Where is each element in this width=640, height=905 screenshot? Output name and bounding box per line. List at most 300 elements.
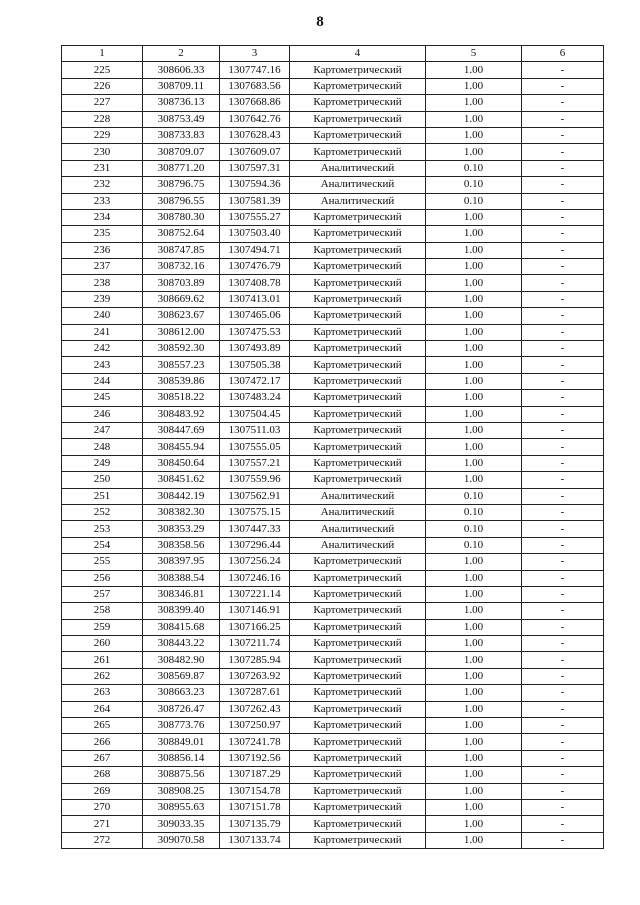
- table-row: [62, 619, 604, 635]
- point-number-cell: 269: [62, 783, 143, 799]
- y-coordinate-cell: 1307192.56: [220, 750, 290, 766]
- accuracy-cell: 1.00: [426, 242, 522, 258]
- table-row: [62, 439, 604, 455]
- note-cell: -: [522, 750, 604, 766]
- y-coordinate-cell: 1307465.06: [220, 308, 290, 324]
- note-cell: -: [522, 799, 604, 815]
- column-header: 2: [143, 46, 220, 62]
- note-cell: -: [522, 390, 604, 406]
- table-row: [62, 78, 604, 94]
- method-cell: Картометрический: [290, 78, 426, 94]
- accuracy-cell: 0.10: [426, 177, 522, 193]
- point-number-cell: 271: [62, 816, 143, 832]
- note-cell: -: [522, 144, 604, 160]
- accuracy-cell: 1.00: [426, 259, 522, 275]
- note-cell: -: [522, 718, 604, 734]
- table-row: [62, 570, 604, 586]
- table-row: [62, 537, 604, 553]
- point-number-cell: 256: [62, 570, 143, 586]
- point-number-cell: 252: [62, 504, 143, 520]
- method-cell: Картометрический: [290, 127, 426, 143]
- accuracy-cell: 1.00: [426, 734, 522, 750]
- table-row: [62, 275, 604, 291]
- y-coordinate-cell: 1307211.74: [220, 636, 290, 652]
- table-row: [62, 422, 604, 438]
- x-coordinate-cell: 308451.62: [143, 472, 220, 488]
- point-number-cell: 262: [62, 668, 143, 684]
- accuracy-cell: 1.00: [426, 226, 522, 242]
- accuracy-cell: 1.00: [426, 275, 522, 291]
- x-coordinate-cell: 308450.64: [143, 455, 220, 471]
- method-cell: Картометрический: [290, 111, 426, 127]
- method-cell: Аналитический: [290, 537, 426, 553]
- x-coordinate-cell: 308455.94: [143, 439, 220, 455]
- note-cell: -: [522, 291, 604, 307]
- accuracy-cell: 0.10: [426, 488, 522, 504]
- table-row: [62, 177, 604, 193]
- accuracy-cell: 1.00: [426, 422, 522, 438]
- method-cell: Картометрический: [290, 652, 426, 668]
- table-row: [62, 226, 604, 242]
- point-number-cell: 230: [62, 144, 143, 160]
- y-coordinate-cell: 1307747.16: [220, 62, 290, 78]
- method-cell: Картометрический: [290, 95, 426, 111]
- method-cell: Картометрический: [290, 357, 426, 373]
- method-cell: Картометрический: [290, 324, 426, 340]
- method-cell: Картометрический: [290, 390, 426, 406]
- column-header: 5: [426, 46, 522, 62]
- x-coordinate-cell: 308606.33: [143, 62, 220, 78]
- y-coordinate-cell: 1307668.86: [220, 95, 290, 111]
- table-row: [62, 259, 604, 275]
- accuracy-cell: 0.10: [426, 537, 522, 553]
- note-cell: -: [522, 242, 604, 258]
- x-coordinate-cell: 308726.47: [143, 701, 220, 717]
- method-cell: Картометрический: [290, 767, 426, 783]
- table-row: [62, 324, 604, 340]
- table-row: [62, 390, 604, 406]
- accuracy-cell: 1.00: [426, 390, 522, 406]
- accuracy-cell: 1.00: [426, 291, 522, 307]
- method-cell: Аналитический: [290, 488, 426, 504]
- note-cell: -: [522, 734, 604, 750]
- y-coordinate-cell: 1307581.39: [220, 193, 290, 209]
- table-row: [62, 685, 604, 701]
- y-coordinate-cell: 1307241.78: [220, 734, 290, 750]
- table-row: [62, 586, 604, 602]
- note-cell: -: [522, 422, 604, 438]
- accuracy-cell: 1.00: [426, 750, 522, 766]
- accuracy-cell: 1.00: [426, 799, 522, 815]
- method-cell: Картометрический: [290, 226, 426, 242]
- point-number-cell: 255: [62, 554, 143, 570]
- point-number-cell: 240: [62, 308, 143, 324]
- table-row: [62, 701, 604, 717]
- note-cell: -: [522, 783, 604, 799]
- x-coordinate-cell: 309070.58: [143, 832, 220, 848]
- x-coordinate-cell: 308518.22: [143, 390, 220, 406]
- x-coordinate-cell: 308447.69: [143, 422, 220, 438]
- x-coordinate-cell: 308733.83: [143, 127, 220, 143]
- accuracy-cell: 0.10: [426, 160, 522, 176]
- accuracy-cell: 1.00: [426, 111, 522, 127]
- y-coordinate-cell: 1307296.44: [220, 537, 290, 553]
- accuracy-cell: 1.00: [426, 127, 522, 143]
- y-coordinate-cell: 1307559.96: [220, 472, 290, 488]
- accuracy-cell: 0.10: [426, 521, 522, 537]
- x-coordinate-cell: 308773.76: [143, 718, 220, 734]
- note-cell: -: [522, 308, 604, 324]
- y-coordinate-cell: 1307609.07: [220, 144, 290, 160]
- point-number-cell: 228: [62, 111, 143, 127]
- note-cell: -: [522, 488, 604, 504]
- y-coordinate-cell: 1307594.36: [220, 177, 290, 193]
- note-cell: -: [522, 324, 604, 340]
- method-cell: Картометрический: [290, 554, 426, 570]
- table-row: [62, 406, 604, 422]
- note-cell: -: [522, 472, 604, 488]
- note-cell: -: [522, 193, 604, 209]
- note-cell: -: [522, 62, 604, 78]
- method-cell: Картометрический: [290, 783, 426, 799]
- method-cell: Картометрический: [290, 750, 426, 766]
- accuracy-cell: 1.00: [426, 209, 522, 225]
- point-number-cell: 242: [62, 341, 143, 357]
- accuracy-cell: 1.00: [426, 406, 522, 422]
- x-coordinate-cell: 308732.16: [143, 259, 220, 275]
- x-coordinate-cell: 308353.29: [143, 521, 220, 537]
- x-coordinate-cell: 308388.54: [143, 570, 220, 586]
- x-coordinate-cell: 308382.30: [143, 504, 220, 520]
- point-number-cell: 225: [62, 62, 143, 78]
- y-coordinate-cell: 1307256.24: [220, 554, 290, 570]
- point-number-cell: 235: [62, 226, 143, 242]
- x-coordinate-cell: 308442.19: [143, 488, 220, 504]
- point-number-cell: 258: [62, 603, 143, 619]
- method-cell: Картометрический: [290, 570, 426, 586]
- point-number-cell: 232: [62, 177, 143, 193]
- method-cell: Аналитический: [290, 193, 426, 209]
- column-header: 3: [220, 46, 290, 62]
- accuracy-cell: 1.00: [426, 783, 522, 799]
- method-cell: Аналитический: [290, 504, 426, 520]
- note-cell: -: [522, 127, 604, 143]
- y-coordinate-cell: 1307472.17: [220, 373, 290, 389]
- y-coordinate-cell: 1307555.27: [220, 209, 290, 225]
- table-row: [62, 127, 604, 143]
- x-coordinate-cell: 308612.00: [143, 324, 220, 340]
- note-cell: -: [522, 177, 604, 193]
- table-body: [62, 62, 604, 849]
- point-number-cell: 226: [62, 78, 143, 94]
- table-row: [62, 95, 604, 111]
- x-coordinate-cell: 308569.87: [143, 668, 220, 684]
- x-coordinate-cell: 308771.20: [143, 160, 220, 176]
- y-coordinate-cell: 1307135.79: [220, 816, 290, 832]
- table-row: [62, 62, 604, 78]
- coordinates-table: [61, 45, 604, 849]
- y-coordinate-cell: 1307483.24: [220, 390, 290, 406]
- table-row: [62, 521, 604, 537]
- x-coordinate-cell: 309033.35: [143, 816, 220, 832]
- note-cell: -: [522, 95, 604, 111]
- x-coordinate-cell: 308443.22: [143, 636, 220, 652]
- method-cell: Аналитический: [290, 521, 426, 537]
- point-number-cell: 267: [62, 750, 143, 766]
- method-cell: Картометрический: [290, 144, 426, 160]
- point-number-cell: 251: [62, 488, 143, 504]
- table-row: [62, 636, 604, 652]
- table-header-row: [62, 46, 604, 62]
- accuracy-cell: 1.00: [426, 62, 522, 78]
- table-row: [62, 242, 604, 258]
- note-cell: -: [522, 586, 604, 602]
- x-coordinate-cell: 308539.86: [143, 373, 220, 389]
- note-cell: -: [522, 816, 604, 832]
- accuracy-cell: 1.00: [426, 144, 522, 160]
- method-cell: Картометрический: [290, 209, 426, 225]
- note-cell: -: [522, 619, 604, 635]
- x-coordinate-cell: 308736.13: [143, 95, 220, 111]
- y-coordinate-cell: 1307562.91: [220, 488, 290, 504]
- y-coordinate-cell: 1307187.29: [220, 767, 290, 783]
- table-row: [62, 504, 604, 520]
- table-row: [62, 799, 604, 815]
- y-coordinate-cell: 1307511.03: [220, 422, 290, 438]
- y-coordinate-cell: 1307262.43: [220, 701, 290, 717]
- x-coordinate-cell: 308415.68: [143, 619, 220, 635]
- note-cell: -: [522, 78, 604, 94]
- x-coordinate-cell: 308669.62: [143, 291, 220, 307]
- point-number-cell: 244: [62, 373, 143, 389]
- y-coordinate-cell: 1307447.33: [220, 521, 290, 537]
- x-coordinate-cell: 308346.81: [143, 586, 220, 602]
- x-coordinate-cell: 308780.30: [143, 209, 220, 225]
- table-row: [62, 472, 604, 488]
- y-coordinate-cell: 1307246.16: [220, 570, 290, 586]
- point-number-cell: 268: [62, 767, 143, 783]
- point-number-cell: 257: [62, 586, 143, 602]
- table-row: [62, 767, 604, 783]
- table-row: [62, 488, 604, 504]
- x-coordinate-cell: 308908.25: [143, 783, 220, 799]
- table-row: [62, 668, 604, 684]
- accuracy-cell: 1.00: [426, 586, 522, 602]
- note-cell: -: [522, 275, 604, 291]
- method-cell: Картометрический: [290, 242, 426, 258]
- point-number-cell: 234: [62, 209, 143, 225]
- accuracy-cell: 0.10: [426, 193, 522, 209]
- accuracy-cell: 1.00: [426, 455, 522, 471]
- accuracy-cell: 1.00: [426, 668, 522, 684]
- table-row: [62, 832, 604, 848]
- note-cell: -: [522, 341, 604, 357]
- table-row: [62, 308, 604, 324]
- table-row: [62, 783, 604, 799]
- y-coordinate-cell: 1307628.43: [220, 127, 290, 143]
- point-number-cell: 250: [62, 472, 143, 488]
- table-row: [62, 357, 604, 373]
- point-number-cell: 239: [62, 291, 143, 307]
- note-cell: -: [522, 504, 604, 520]
- note-cell: -: [522, 209, 604, 225]
- y-coordinate-cell: 1307503.40: [220, 226, 290, 242]
- x-coordinate-cell: 308709.07: [143, 144, 220, 160]
- x-coordinate-cell: 308856.14: [143, 750, 220, 766]
- note-cell: -: [522, 701, 604, 717]
- point-number-cell: 265: [62, 718, 143, 734]
- table-row: [62, 718, 604, 734]
- column-header: 6: [522, 46, 604, 62]
- note-cell: -: [522, 259, 604, 275]
- x-coordinate-cell: 308358.56: [143, 537, 220, 553]
- x-coordinate-cell: 308557.23: [143, 357, 220, 373]
- note-cell: -: [522, 226, 604, 242]
- table-row: [62, 209, 604, 225]
- accuracy-cell: 1.00: [426, 767, 522, 783]
- point-number-cell: 253: [62, 521, 143, 537]
- table-row: [62, 750, 604, 766]
- point-number-cell: 246: [62, 406, 143, 422]
- method-cell: Картометрический: [290, 62, 426, 78]
- point-number-cell: 245: [62, 390, 143, 406]
- accuracy-cell: 1.00: [426, 308, 522, 324]
- point-number-cell: 241: [62, 324, 143, 340]
- y-coordinate-cell: 1307683.56: [220, 78, 290, 94]
- y-coordinate-cell: 1307146.91: [220, 603, 290, 619]
- accuracy-cell: 1.00: [426, 78, 522, 94]
- method-cell: Картометрический: [290, 718, 426, 734]
- note-cell: -: [522, 685, 604, 701]
- method-cell: Картометрический: [290, 406, 426, 422]
- point-number-cell: 238: [62, 275, 143, 291]
- point-number-cell: 248: [62, 439, 143, 455]
- y-coordinate-cell: 1307555.05: [220, 439, 290, 455]
- table-row: [62, 603, 604, 619]
- method-cell: Картометрический: [290, 259, 426, 275]
- x-coordinate-cell: 308592.30: [143, 341, 220, 357]
- x-coordinate-cell: 308747.85: [143, 242, 220, 258]
- point-number-cell: 254: [62, 537, 143, 553]
- method-cell: Аналитический: [290, 160, 426, 176]
- accuracy-cell: 1.00: [426, 472, 522, 488]
- note-cell: -: [522, 160, 604, 176]
- table-row: [62, 193, 604, 209]
- method-cell: Картометрический: [290, 455, 426, 471]
- note-cell: -: [522, 554, 604, 570]
- method-cell: Картометрический: [290, 685, 426, 701]
- point-number-cell: 243: [62, 357, 143, 373]
- y-coordinate-cell: 1307597.31: [220, 160, 290, 176]
- note-cell: -: [522, 652, 604, 668]
- note-cell: -: [522, 570, 604, 586]
- x-coordinate-cell: 308875.56: [143, 767, 220, 783]
- y-coordinate-cell: 1307504.45: [220, 406, 290, 422]
- y-coordinate-cell: 1307557.21: [220, 455, 290, 471]
- point-number-cell: 260: [62, 636, 143, 652]
- accuracy-cell: 1.00: [426, 570, 522, 586]
- method-cell: Картометрический: [290, 439, 426, 455]
- table-row: [62, 455, 604, 471]
- accuracy-cell: 1.00: [426, 832, 522, 848]
- point-number-cell: 233: [62, 193, 143, 209]
- point-number-cell: 231: [62, 160, 143, 176]
- accuracy-cell: 0.10: [426, 504, 522, 520]
- y-coordinate-cell: 1307133.74: [220, 832, 290, 848]
- column-header: 4: [290, 46, 426, 62]
- table-row: [62, 554, 604, 570]
- note-cell: -: [522, 636, 604, 652]
- accuracy-cell: 1.00: [426, 357, 522, 373]
- y-coordinate-cell: 1307221.14: [220, 586, 290, 602]
- note-cell: -: [522, 111, 604, 127]
- accuracy-cell: 1.00: [426, 685, 522, 701]
- point-number-cell: 261: [62, 652, 143, 668]
- x-coordinate-cell: 308623.67: [143, 308, 220, 324]
- table-row: [62, 144, 604, 160]
- x-coordinate-cell: 308663.23: [143, 685, 220, 701]
- method-cell: Картометрический: [290, 275, 426, 291]
- method-cell: Картометрический: [290, 422, 426, 438]
- point-number-cell: 259: [62, 619, 143, 635]
- y-coordinate-cell: 1307494.71: [220, 242, 290, 258]
- y-coordinate-cell: 1307154.78: [220, 783, 290, 799]
- method-cell: Картометрический: [290, 291, 426, 307]
- method-cell: Картометрический: [290, 308, 426, 324]
- accuracy-cell: 1.00: [426, 636, 522, 652]
- x-coordinate-cell: 308703.89: [143, 275, 220, 291]
- table-row: [62, 652, 604, 668]
- method-cell: Картометрический: [290, 832, 426, 848]
- x-coordinate-cell: 308399.40: [143, 603, 220, 619]
- method-cell: Картометрический: [290, 668, 426, 684]
- accuracy-cell: 1.00: [426, 816, 522, 832]
- table-row: [62, 341, 604, 357]
- point-number-cell: 249: [62, 455, 143, 471]
- note-cell: -: [522, 537, 604, 553]
- table-row: [62, 291, 604, 307]
- y-coordinate-cell: 1307250.97: [220, 718, 290, 734]
- x-coordinate-cell: 308709.11: [143, 78, 220, 94]
- method-cell: Картометрический: [290, 799, 426, 815]
- y-coordinate-cell: 1307413.01: [220, 291, 290, 307]
- method-cell: Картометрический: [290, 472, 426, 488]
- accuracy-cell: 1.00: [426, 324, 522, 340]
- table-row: [62, 816, 604, 832]
- point-number-cell: 263: [62, 685, 143, 701]
- y-coordinate-cell: 1307475.53: [220, 324, 290, 340]
- y-coordinate-cell: 1307151.78: [220, 799, 290, 815]
- method-cell: Картометрический: [290, 701, 426, 717]
- x-coordinate-cell: 308796.55: [143, 193, 220, 209]
- accuracy-cell: 1.00: [426, 439, 522, 455]
- y-coordinate-cell: 1307575.15: [220, 504, 290, 520]
- method-cell: Картометрический: [290, 373, 426, 389]
- accuracy-cell: 1.00: [426, 603, 522, 619]
- method-cell: Картометрический: [290, 586, 426, 602]
- note-cell: -: [522, 668, 604, 684]
- y-coordinate-cell: 1307493.89: [220, 341, 290, 357]
- note-cell: -: [522, 767, 604, 783]
- x-coordinate-cell: 308849.01: [143, 734, 220, 750]
- y-coordinate-cell: 1307408.78: [220, 275, 290, 291]
- table-row: [62, 373, 604, 389]
- column-header: 1: [62, 46, 143, 62]
- accuracy-cell: 1.00: [426, 619, 522, 635]
- point-number-cell: 237: [62, 259, 143, 275]
- accuracy-cell: 1.00: [426, 701, 522, 717]
- point-number-cell: 247: [62, 422, 143, 438]
